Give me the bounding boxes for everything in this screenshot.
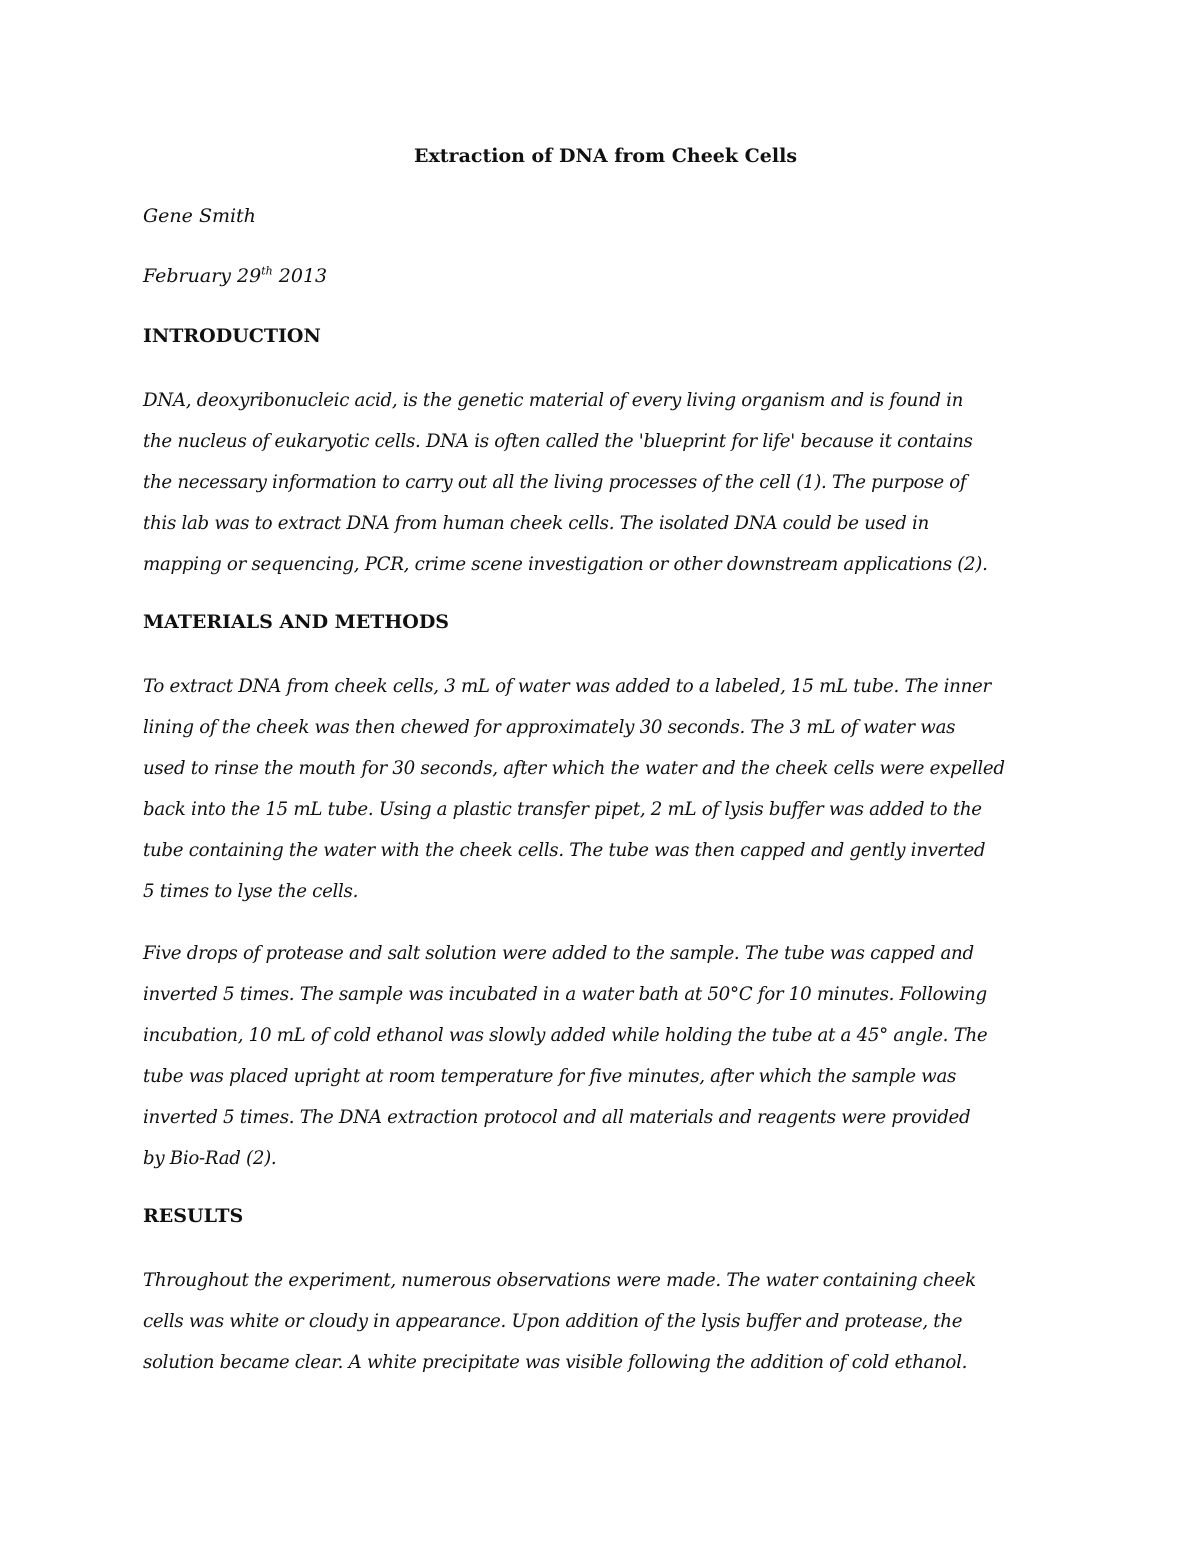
paragraph-line: incubation, 10 mL of cold ethanol was slowly added while holding the tube at a 45° angle. The — [143, 1025, 988, 1046]
paragraph-line: cells was white or cloudy in appearance. Upon addition of the lysis buffer and protease, the — [143, 1311, 963, 1332]
paragraph-line: this lab was to extract DNA from human cheek cells. The isolated DNA could be used in — [143, 513, 929, 534]
paragraph-line: tube containing the water with the cheek cells. The tube was then capped and gently inverted — [143, 840, 986, 861]
paragraph-line: DNA, deoxyribonucleic acid, is the genetic material of every living organism and is found in — [143, 390, 964, 411]
paragraph-line: tube was placed upright at room temperature for five minutes, after which the sample was — [143, 1066, 957, 1087]
paragraph-line: inverted 5 times. The DNA extraction protocol and all materials and reagents were provided — [143, 1107, 971, 1128]
author-name: Gene Smith — [143, 205, 256, 227]
paragraph-line: by Bio-Rad (2). — [143, 1148, 277, 1169]
paragraph-line: Five drops of protease and salt solution were added to the sample. The tube was capped and — [143, 943, 974, 964]
results-paragraph — [143, 1260, 1068, 1383]
document-body — [143, 140, 1068, 1404]
date-superscript: th — [261, 264, 273, 278]
paragraph-line: Throughout the experiment, numerous observations were made. The water containing cheek — [143, 1270, 976, 1291]
methods-heading: MATERIALS AND METHODS — [143, 611, 450, 633]
date-prefix: February 29 — [143, 265, 262, 287]
methods-paragraph-1 — [143, 666, 1068, 912]
paragraph-line: To extract DNA from cheek cells, 3 mL of water was added to a labeled, 15 mL tube. The inner — [143, 676, 991, 697]
paragraph-line: solution became clear. A white precipitate was visible following the addition of cold ethanol. — [143, 1352, 968, 1373]
results-heading: RESULTS — [143, 1205, 244, 1227]
date-suffix: 2013 — [272, 265, 328, 287]
methods-paragraph-2 — [143, 933, 1068, 1179]
introduction-heading: INTRODUCTION — [143, 325, 321, 347]
paragraph-line: inverted 5 times. The sample was incubated in a water bath at 50°C for 10 minutes. Following — [143, 984, 987, 1005]
paragraph-line: 5 times to lyse the cells. — [143, 881, 359, 902]
paragraph-line: the nucleus of eukaryotic cells. DNA is often called the 'blueprint for life' because it contains — [143, 431, 973, 452]
paragraph-line: mapping or sequencing, PCR, crime scene investigation or other downstream applications (2). — [143, 554, 988, 575]
paragraph-line: lining of the cheek was then chewed for approximately 30 seconds. The 3 mL of water was — [143, 717, 956, 738]
paragraph-line: the necessary information to carry out all the living processes of the cell (1). The purpose of — [143, 472, 967, 493]
paragraph-line: back into the 15 mL tube. Using a plastic transfer pipet, 2 mL of lysis buffer was added to the — [143, 799, 982, 820]
introduction-paragraph — [143, 380, 1068, 585]
document-date — [143, 260, 1068, 292]
paragraph-line: used to rinse the mouth for 30 seconds, after which the water and the cheek cells were expelled — [143, 758, 1005, 779]
document-title: Extraction of DNA from Cheek Cells — [413, 145, 798, 167]
